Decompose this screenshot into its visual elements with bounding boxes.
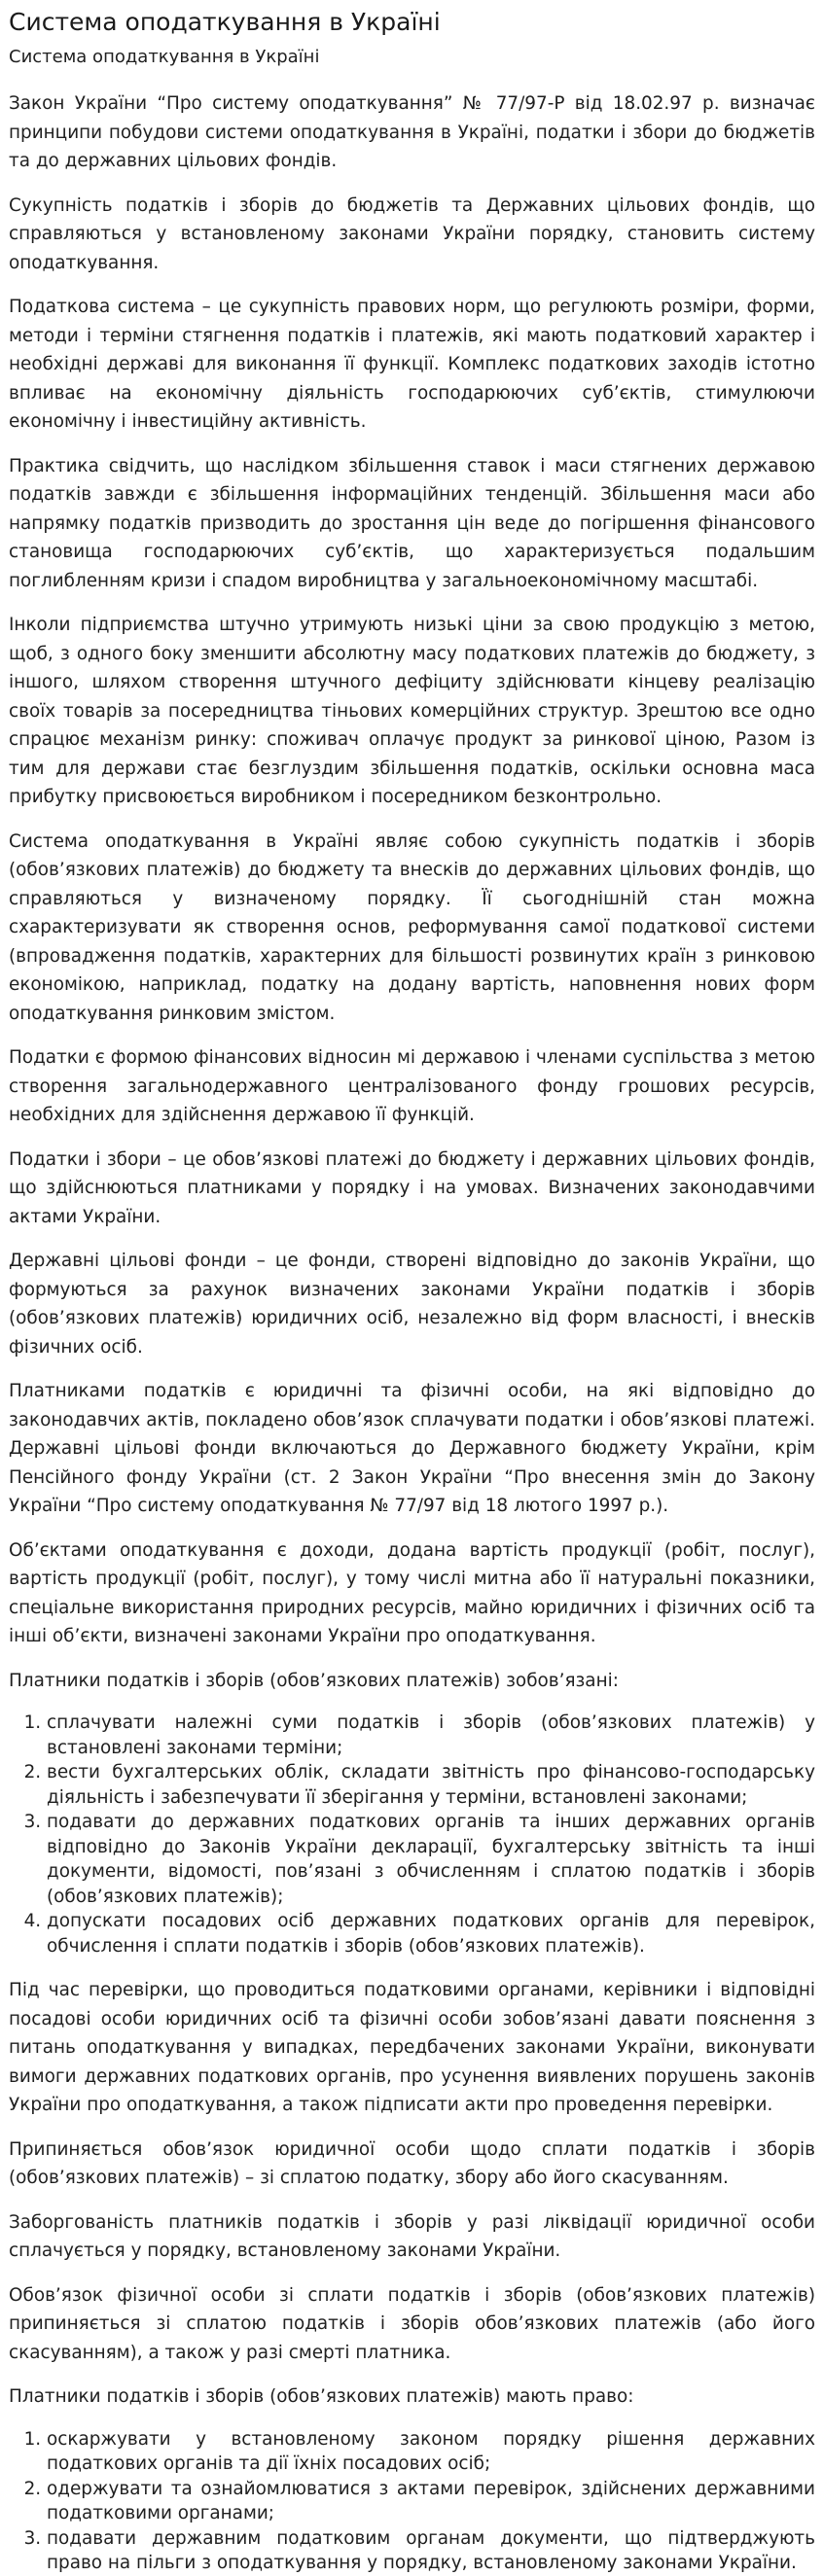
paragraph: Інколи підприємства штучно утримують низькі ціни за свою продукцію з метою, щоб, з одного боку зменшити абсолютну масу податкових платежів до бюджету, з іншого, шляхом створення штучного дефіциту здійснювати кінцеву реалізацію своїх товарів за посередництва тіньових комерційних структур. Зрештою все одно спрацює механізм ринку: споживач оплачує продукт за ринкової ціною, Разом із тим для держави стає безглуздим збільшення податків, оскільки основна маса прибутку присвоюється виробником і посередником безконтрольно. <box>9 615 815 807</box>
rights-intro: Платники податків і зборів (обов’язкових платежів) мають право: <box>9 2386 634 2407</box>
list-item: 2. вести бухгалтерських облік, складати звітність про фінансово-господарську діяльність і забезпечувати її зберігання у терміни, встановлені законами; <box>47 1760 815 1810</box>
paragraph: Заборгованість платників податків і зборів у разі ліквідації юридичної особи сплачується у порядку, встановленому законами України. <box>9 2211 815 2261</box>
list-item: 1. сплачувати належні суми податків і зборів (обов’язкових платежів) у встановлені законами терміни; <box>47 1711 815 1760</box>
page-subtitle: Система оподаткування в Україні <box>9 47 320 67</box>
paragraph: Система оподаткування в Україні являє собою сукупність податків і зборів (обов’язкових платежів) до бюджету та внесків до державних цільових фондів, що справляються у визначеному порядку. Її сьогоднішній стан можна схарактеризувати як створення основ, реформування самої податкової системи (впровадження податків, характерних для більшості розвинутих країн з ринковою економікою, наприклад, податку на додану вартість, наповнення нових форм оподаткування ринковим змістом. <box>9 830 815 1024</box>
paragraph: Припиняється обов’язок юридичної особи щодо сплати податків і зборів (обов’язкових платежів) – зі сплатою податку, збору або його скасуванням. <box>9 2138 815 2188</box>
paragraph: Під час перевірки, що проводиться податковими органами, керівники і відповідні посадові особи юридичних осіб та фізичні особи зобов’язані давати пояснення з питань оподаткування у випадках, передбачених законами України, виконувати вимоги державних податкових органів, про усунення виявлених порушень законів України про оподаткування, а також підписати акти про проведення перевірки. <box>9 1980 815 2115</box>
list-item: 3. подавати до державних податкових органів та інших державних органів відповідно до Законів України декларації, бухгалтерську звітність та інші документи, відомості, пов’язані з обчисленням і сплатою податків і зборів (обов’язкових платежів); <box>47 1810 815 1909</box>
list-item: 3. подавати державним податковим органам документи, що підтверджують право на пільги з оподаткування у порядку, встановленому законами України. <box>47 2526 815 2576</box>
paragraph: Податки і збори – це обов’язкові платежі до бюджету і державних цільових фондів, що здійснюються платниками у порядку і на умовах. Визначених законодавчими актами України. <box>9 1148 815 1227</box>
paragraph: Закон України “Про систему оподаткування” № 77/97-Р від 18.02.97 р. визначає принципи побудови системи оподаткування в Україні, податки і збори до бюджетів та до державних цільових фондів. <box>9 93 815 171</box>
list-item: 1. оскаржувати у встановленому законом порядку рішення державних податкових органів та дії їхніх посадових осіб; <box>47 2427 815 2477</box>
paragraph: Практика свідчить, що наслідком збільшення ставок і маси стягнених державою податків завжди є збільшення інформаційних тенденцій. Збільшення маси або напрямку податків призводить до зростання цін веде до погіршення фінансового становища господарюючих суб’єктів, що характеризується подальшим поглибленням кризи і спадом виробництва у загальноекономічному масштабі. <box>9 455 815 591</box>
obligations-intro: Платники податків і зборів (обов’язкових платежів) зобов’язані: <box>9 1670 619 1691</box>
paragraph: Податки є формою фінансових відносин мі державою і членами суспільства з метою створення загальнодержавного централізованого фонду грошових ресурсів, необхідних для здійснення державою її функцій. <box>9 1047 815 1125</box>
paragraph: Об’єктами оподаткування є доходи, додана вартість продукції (робіт, послуг), вартість продукції (робіт, послуг), у тому числі митна або її натуральні показники, спеціальне використання природних ресурсів, майно юридичних і фізичних осіб та інші об’єкти, визначені законами України про оподаткування. <box>9 1539 815 1646</box>
page-title: Система оподаткування в Україні <box>9 8 441 36</box>
paragraph: Сукупність податків і зборів до бюджетів та Державних цільових фондів, що справляються у встановленому законами України порядку, становить систему оподаткування. <box>9 194 815 273</box>
list-item: 4. допускати посадових осіб державних податкових органів для перевірок, обчислення і сплати податків і зборів (обов’язкових платежів). <box>47 1909 815 1958</box>
obligations-list <box>9 1711 815 1958</box>
list-item: 2. одержувати та ознайомлюватися з актами перевірок, здійснених державними податковими органами; <box>47 2477 815 2526</box>
paragraph: Платниками податків є юридичні та фізичні особи, на які відповідно до законодавчих актів, покладено обов’язок сплачувати податки і обов’язкові платежі. Державні цільові фонди включаються до Державного бюджету України, крім Пенсійного фонду України (ст. 2 Закон України “Про внесення змін до Закону України “Про систему оподаткування № 77/97 від 18 лютого 1997 р.). <box>9 1381 815 1516</box>
paragraph: Державні цільові фонди – це фонди, створені відповідно до законів України, що формуються за рахунок визначених законами України податків і зборів (обов’язкових платежів) юридичних осіб, незалежно від форм власності, і внесків фізичних осіб. <box>9 1251 815 1358</box>
rights-list <box>9 2427 815 2576</box>
paragraph: Податкова система – це сукупність правових норм, що регулюють розміри, форми, методи і терміни стягнення податків і платежів, які мають податковий характер і необхідні державі для виконання її функції. Комплекс податкових заходів істотно впливає на економічну діяльність господарюючих суб’єктів, стимулюючи економічну і інвестиційну активність. <box>9 297 815 432</box>
paragraph: Обов’язок фізичної особи зі сплати податків і зборів (обов’язкових платежів) припиняється зі сплатою податків і зборів обов’язкових платежів (або його скасуванням), а також у разі смерті платника. <box>9 2284 815 2363</box>
